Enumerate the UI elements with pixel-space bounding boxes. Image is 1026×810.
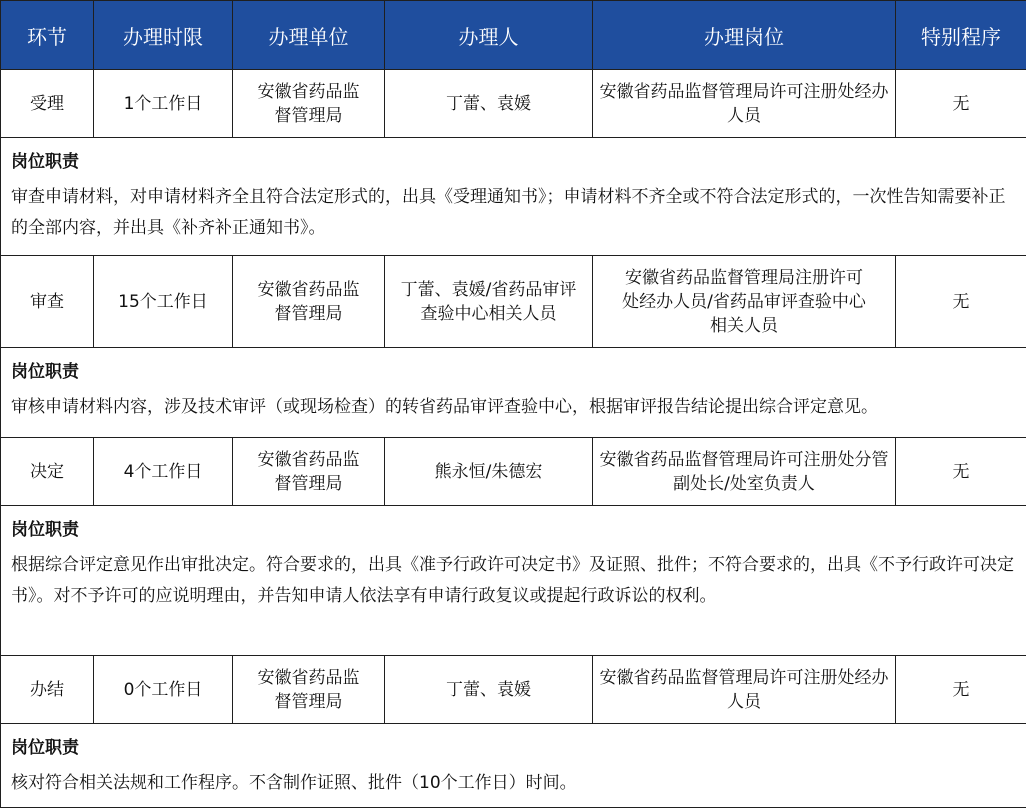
duty-cell [1,138,1026,256]
stage-step: 决定 [1,438,94,506]
stage-position: 安徽省药品监督管理局许可注册处分管副处长/处室负责人 [593,438,896,506]
duty-text: 核对符合相关法规和工作程序。不含制作证照、批件（10个工作日）时间。 [11,773,577,793]
stage-position: 安徽省药品监督管理局注册许可处经办人员/省药品审评查验中心相关人员 [593,256,896,348]
stage-position: 安徽省药品监督管理局许可注册处经办人员 [593,70,896,138]
duty-cell [1,506,1026,656]
stage-handler: 丁蕾、袁媛 [385,656,593,724]
duty-row [1,724,1026,808]
stage-unit: 安徽省药品监督管理局 [233,656,385,724]
stage-unit: 安徽省药品监督管理局 [233,70,385,138]
duty-row [1,506,1026,656]
stage-row [1,70,1026,138]
stage-unit: 安徽省药品监督管理局 [233,438,385,506]
header-step: 环节 [1,1,94,70]
stage-special: 无 [896,656,1026,724]
stage-step: 办结 [1,656,94,724]
duty-cell [1,348,1026,438]
duty-text: 审查申请材料，对申请材料齐全且符合法定形式的，出具《受理通知书》；申请材料不齐全或不符合法定形式的，一次性告知需要补正的全部内容，并出具《补齐补正通知书》。 [11,187,1006,238]
duty-title: 岗位职责 [11,738,79,758]
header-position: 办理岗位 [593,1,896,70]
duty-cell [1,724,1026,808]
stage-step: 审查 [1,256,94,348]
header-time-limit: 办理时限 [94,1,233,70]
duty-title: 岗位职责 [11,152,79,172]
duty-text: 审核申请材料内容，涉及技术审评（或现场检查）的转省药品审评查验中心，根据审评报告结论提出综合评定意见。 [11,397,878,417]
stage-time-limit: 0个工作日 [94,656,233,724]
stage-handler: 丁蕾、袁媛 [385,70,593,138]
duty-row [1,138,1026,256]
stage-unit: 安徽省药品监督管理局 [233,256,385,348]
stage-time-limit: 15个工作日 [94,256,233,348]
stage-row [1,656,1026,724]
stage-row [1,256,1026,348]
stage-special: 无 [896,438,1026,506]
stage-special: 无 [896,256,1026,348]
duty-title: 岗位职责 [11,520,79,540]
header-special: 特别程序 [896,1,1026,70]
stage-row [1,438,1026,506]
stage-position: 安徽省药品监督管理局许可注册处经办人员 [593,656,896,724]
duty-title: 岗位职责 [11,362,79,382]
header-handler: 办理人 [385,1,593,70]
stage-special: 无 [896,70,1026,138]
stage-time-limit: 1个工作日 [94,70,233,138]
stage-step: 受理 [1,70,94,138]
duty-row [1,348,1026,438]
stage-handler: 丁蕾、袁媛/省药品审评查验中心相关人员 [385,256,593,348]
duty-text: 根据综合评定意见作出审批决定。符合要求的，出具《准予行政许可决定书》及证照、批件；不符合要求的，出具《不予行政许可决定书》。对不予许可的应说明理由，并告知申请人依法享有申请行政复议或提起行政诉讼的权利。 [11,555,1014,606]
stage-time-limit: 4个工作日 [94,438,233,506]
stage-handler: 熊永恒/朱德宏 [385,438,593,506]
header-unit: 办理单位 [233,1,385,70]
header-row [1,1,1026,70]
